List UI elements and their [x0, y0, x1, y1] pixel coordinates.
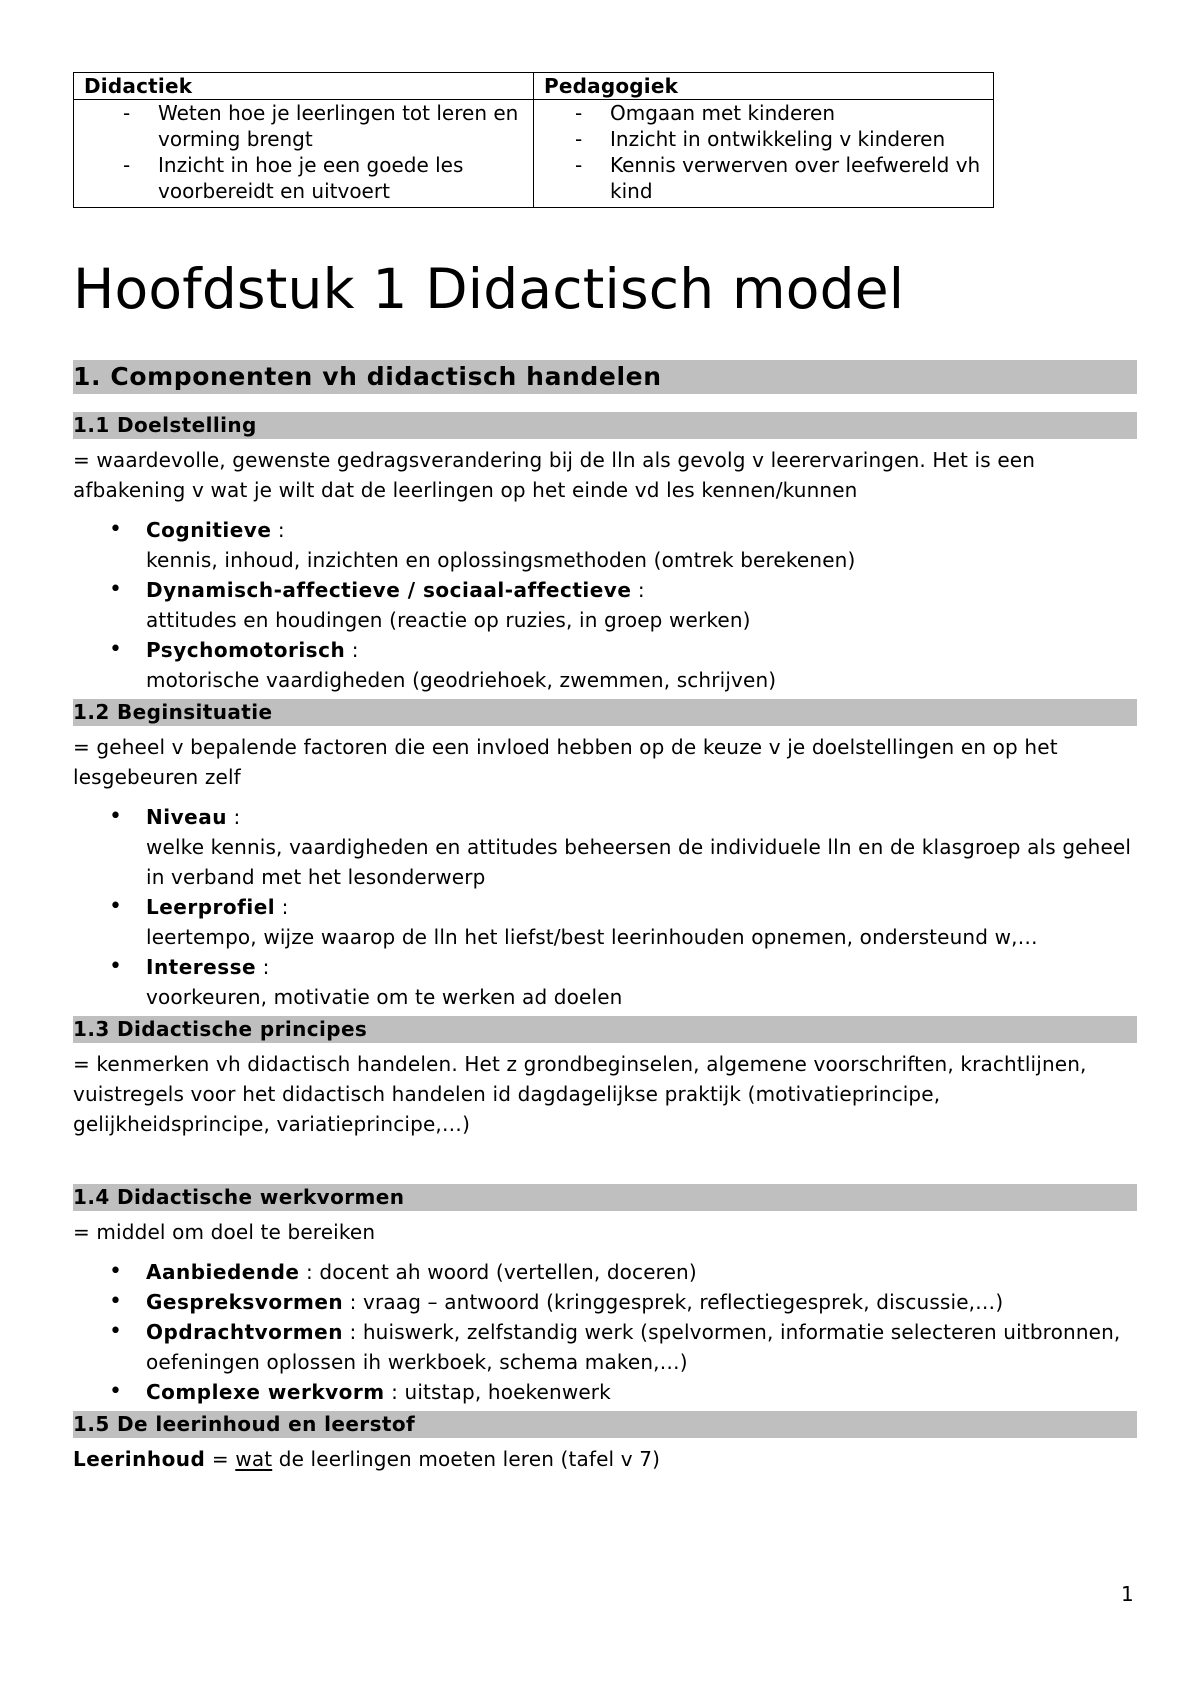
- subsection-heading-beginsituatie: 1.2 Beginsituatie: [73, 699, 1137, 726]
- item-description: attitudes en houdingen (reactie op ruzies, in groep werken): [146, 608, 751, 632]
- pedagogiek-cell: [534, 100, 994, 208]
- beginsituatie-list: [73, 802, 1137, 1012]
- comparison-table: [73, 72, 994, 208]
- didactiek-cell: [74, 100, 534, 208]
- leerinhoud-description: de leerlingen moeten leren (tafel v 7): [272, 1447, 661, 1471]
- leerinhoud-term: Leerinhoud: [73, 1447, 206, 1471]
- item-term: Niveau: [146, 805, 227, 829]
- item-separator: :: [345, 638, 359, 662]
- equals-sign: =: [205, 1447, 236, 1471]
- list-item: [73, 1257, 1137, 1287]
- item-description: : huiswerk, zelfstandig werk (spelvormen, informatie selecteren uitbronnen, oefeningen oplossen ih werkboek, schema maken,…): [146, 1320, 1121, 1374]
- item-term: Complexe werkvorm: [146, 1380, 385, 1404]
- item-description: motorische vaardigheden (geodriehoek, zwemmen, schrijven): [146, 668, 777, 692]
- item-description: : uitstap, hoekenwerk: [384, 1380, 611, 1404]
- table-header-row: [74, 73, 994, 100]
- table-header-pedagogiek: Pedagogiek: [534, 73, 994, 100]
- section-heading: 1. Componenten vh didactisch handelen: [73, 360, 1137, 394]
- item-description: kennis, inhoud, inzichten en oplossingsmethoden (omtrek berekenen): [146, 548, 856, 572]
- item-term: Interesse: [146, 955, 257, 979]
- leerinhoud-definition: [73, 1444, 1137, 1474]
- item-term: Aanbiedende: [146, 1260, 300, 1284]
- werkvormen-list: [73, 1257, 1137, 1407]
- item-separator: :: [271, 518, 285, 542]
- list-item: - Weten hoe je leerlingen tot leren en vorming brengt: [78, 100, 529, 152]
- item-description: : vraag – antwoord (kringgesprek, reflectiegesprek, discussie,…): [343, 1290, 1004, 1314]
- list-item: - Kennis verwerven over leefwereld vh kind: [530, 152, 989, 204]
- subsection-heading-leerinhoud: 1.5 De leerinhoud en leerstof: [73, 1411, 1137, 1438]
- item-term: Cognitieve: [146, 518, 272, 542]
- beginsituatie-definition: = geheel v bepalende factoren die een invloed hebben op de keuze v je doelstellingen en op het lesgebeuren zelf: [73, 735, 1058, 789]
- doelstelling-list: [73, 515, 1137, 695]
- item-description: leertempo, wijze waarop de lln het liefst/best leerinhouden opnemen, ondersteund w,…: [146, 925, 1038, 949]
- item-separator: :: [256, 955, 270, 979]
- list-item: [73, 1377, 1137, 1407]
- list-item: [73, 1317, 1137, 1377]
- item-description: : docent ah woord (vertellen, doceren): [299, 1260, 697, 1284]
- page-number: 1: [1121, 1582, 1134, 1606]
- list-item: - Omgaan met kinderen: [530, 100, 989, 126]
- chapter-title: Hoofdstuk 1 Didactisch model: [73, 257, 905, 321]
- item-separator: :: [631, 578, 645, 602]
- item-term: Opdrachtvormen: [146, 1320, 343, 1344]
- table-header-didactiek: Didactiek: [74, 73, 534, 100]
- list-item: [73, 575, 1137, 635]
- list-item: [73, 952, 1137, 1012]
- item-separator: :: [275, 895, 289, 919]
- didactische-werkvormen-definition: = middel om doel te bereiken: [73, 1220, 376, 1244]
- list-item: [73, 802, 1137, 892]
- item-term: Gespreksvormen: [146, 1290, 344, 1314]
- didactiek-list: [78, 100, 529, 204]
- subsection-heading-doelstelling: 1.1 Doelstelling: [73, 412, 1137, 439]
- item-description: voorkeuren, motivatie om te werken ad doelen: [146, 985, 623, 1009]
- list-item: [73, 635, 1137, 695]
- item-separator: :: [226, 805, 241, 829]
- list-item: [73, 515, 1137, 575]
- didactische-principes-definition: = kenmerken vh didactisch handelen. Het z grondbeginselen, algemene voorschriften, krachtlijnen, vuistregels voor het didactisch handelen id dagdagelijkse praktijk (motivatieprincipe, gelijkheidsprincipe, variatieprincipe,…): [73, 1052, 1087, 1136]
- item-term: Psychomotorisch: [146, 638, 346, 662]
- table-row: [74, 100, 994, 208]
- list-item: [73, 1287, 1137, 1317]
- pedagogiek-list: [530, 100, 989, 204]
- item-description: welke kennis, vaardigheden en attitudes beheersen de individuele lln en de klasgroep als geheel in verband met het lesonderwerp: [146, 835, 1132, 889]
- list-item: - Inzicht in hoe je een goede les voorbereidt en uitvoert: [78, 152, 529, 204]
- list-item: - Inzicht in ontwikkeling v kinderen: [530, 126, 989, 152]
- item-term: Dynamisch-affectieve / sociaal-affectieve: [146, 578, 632, 602]
- underlined-word: wat: [235, 1447, 273, 1471]
- item-term: Leerprofiel: [146, 895, 276, 919]
- subsection-heading-didactische-werkvormen: 1.4 Didactische werkvormen: [73, 1184, 1137, 1211]
- subsection-heading-didactische-principes: 1.3 Didactische principes: [73, 1016, 1137, 1043]
- list-item: [73, 892, 1137, 952]
- document-page: [73, 72, 1137, 1474]
- doelstelling-definition: = waardevolle, gewenste gedragsverandering bij de lln als gevolg v leerervaringen. Het is een afbakening v wat je wilt dat de leerlingen op het einde vd les kennen/kunnen: [73, 448, 1036, 502]
